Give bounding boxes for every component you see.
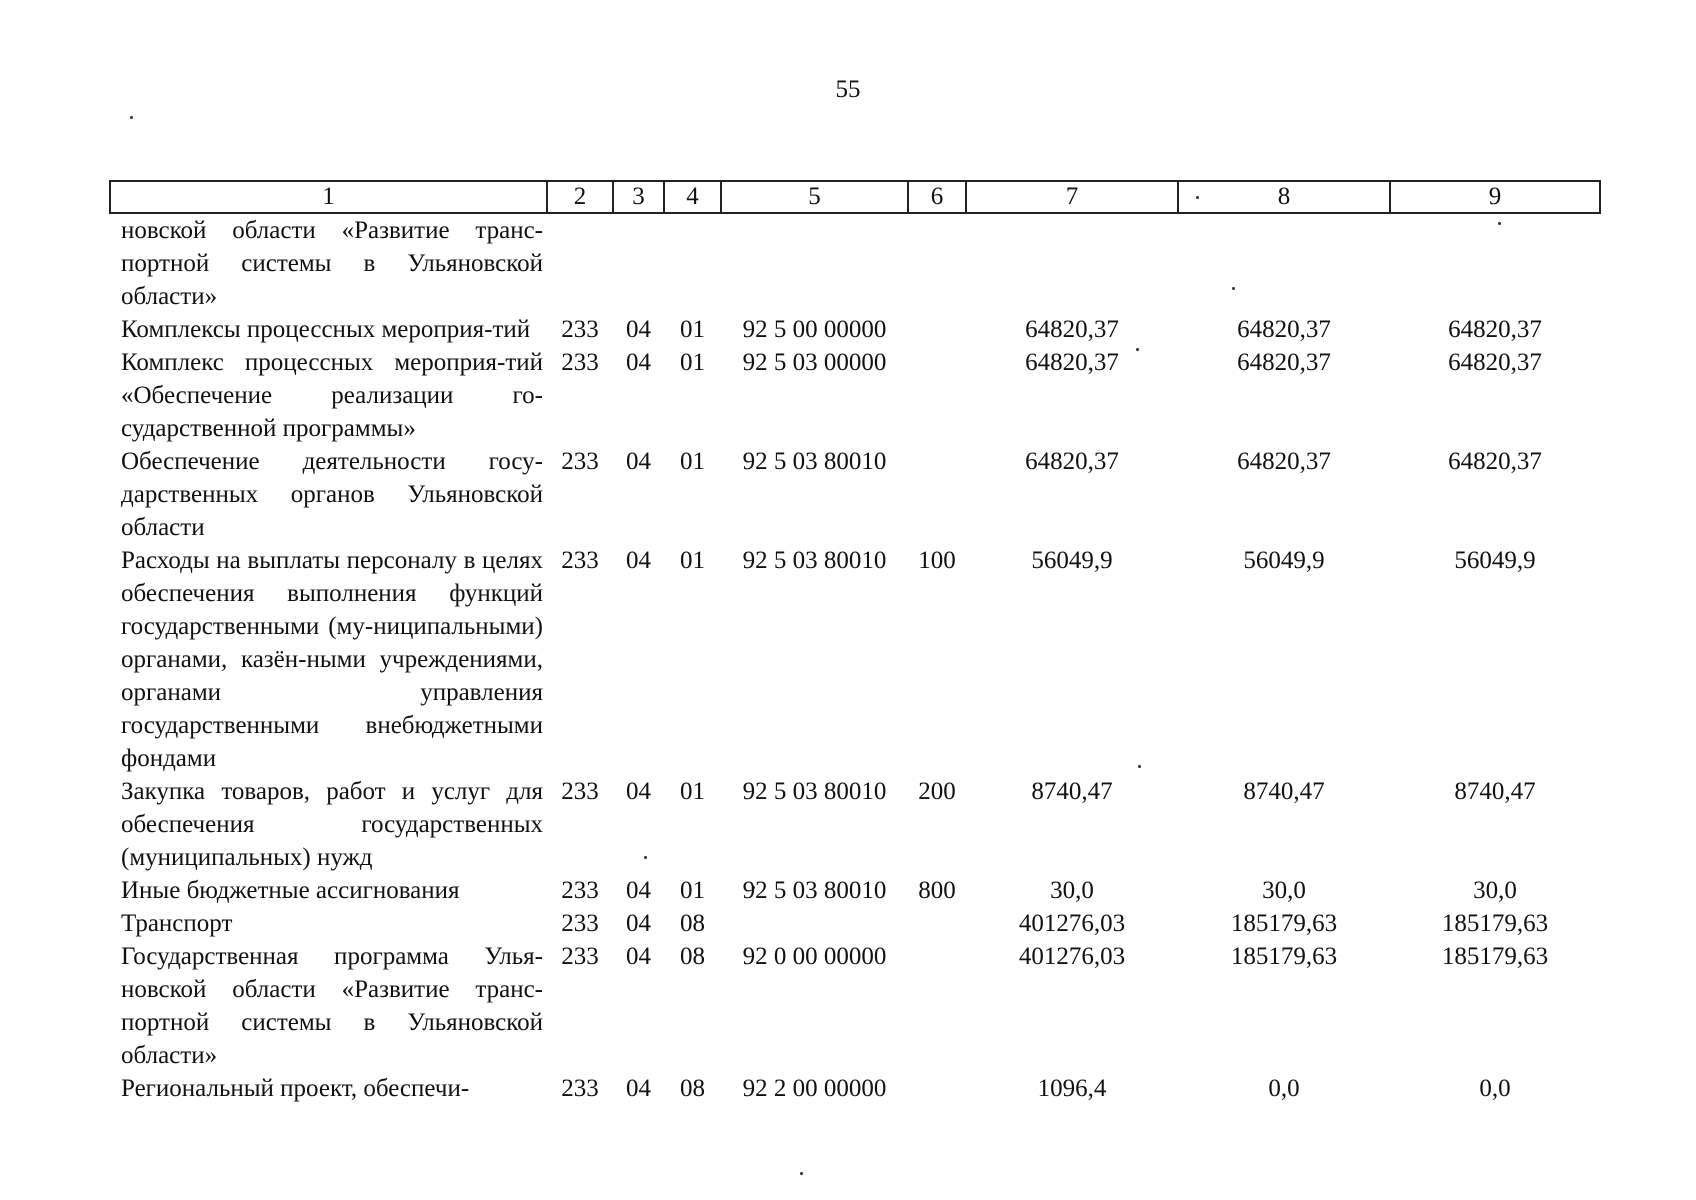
cell-amount: 0,0 [1268,1075,1300,1102]
table-row [110,775,1600,874]
cell-expense-type: 800 [918,877,956,904]
cell-ministry-code: 233 [561,910,599,937]
table-row [110,445,1600,544]
cell-subsection-code: 01 [680,349,705,376]
cell-section-code: 04 [626,877,651,904]
cell-amount [1390,213,1600,313]
cell-expense-type: 100 [918,547,956,574]
cell-amount: 30,0 [1050,877,1094,904]
cell-amount: 8740,47 [1454,778,1536,805]
cell-amount: 185179,63 [1441,910,1549,937]
cell-subsection-code: 01 [680,448,705,475]
cell-ministry-code: 233 [561,1075,599,1102]
cell-amount: 0,0 [1479,1075,1511,1102]
column-header: 3 [613,181,664,213]
cell-expense-type [908,313,966,346]
cell-ministry-code: 233 [561,547,599,574]
cell-section-code: 04 [626,778,651,805]
cell-amount: 30,0 [1262,877,1306,904]
cell-amount: 56049,9 [1031,547,1113,574]
cell-expense-type: 200 [918,778,956,805]
table-header [110,181,1600,213]
cell-amount: 401276,03 [1018,910,1126,937]
table-row [110,940,1600,1072]
cell-section-code: 04 [626,349,651,376]
cell-subsection-code: 08 [680,943,705,970]
cell-amount: 185179,63 [1441,943,1549,970]
cell-ministry-code: 233 [561,349,599,376]
cell-expense-type [908,907,966,940]
cell-amount: 64820,37 [1025,316,1119,343]
cell-target-article: 92 5 03 80010 [742,778,887,805]
cell-subsection-code: 01 [680,778,705,805]
table-row [110,1072,1600,1105]
cell-subsection-code: 08 [680,1075,705,1102]
budget-table [109,180,1601,1105]
cell-expense-type [908,213,966,313]
cell-target-article: 92 5 03 80010 [742,877,887,904]
cell-amount: 56049,9 [1454,547,1536,574]
column-header: 1 [110,181,547,213]
header-row [110,181,1600,213]
cell-expense-type [908,445,966,544]
cell-amount: 8740,47 [1243,778,1325,805]
cell-target-article: 92 2 00 00000 [742,1075,887,1102]
row-description: Иные бюджетные ассигнования [121,877,460,904]
cell-target-article: 92 5 00 00000 [742,316,887,343]
row-description: Расходы на выплаты персоналу в целях обеспечения выполнения функций государственными (му-ниципальными) органами, казён-ными учреждениями, органами управления государственными внебюджетными фондами [121,547,543,772]
cell-amount: 64820,37 [1237,349,1331,376]
cell-target-article: 92 5 03 80010 [742,448,887,475]
cell-amount [966,213,1178,313]
table-body [110,213,1600,1105]
cell-expense-type [908,1072,966,1105]
cell-amount: 64820,37 [1025,448,1119,475]
column-header: 7 [966,181,1178,213]
cell-subsection-code: 01 [680,316,705,343]
cell-section-code: 04 [626,316,651,343]
cell-target-article: 92 5 03 80010 [742,547,887,574]
row-description: Обеспечение деятельности госу-дарственных органов Ульяновской области [121,448,543,541]
column-header: 2 [547,181,613,213]
column-header: 6 [908,181,966,213]
row-description: Закупка товаров, работ и услуг для обеспечения государственных (муниципальных) нужд [121,778,543,871]
cell-amount: 30,0 [1473,877,1517,904]
cell-ministry-code: 233 [561,943,599,970]
cell-target-article [721,907,908,940]
cell-target-article: 92 0 00 00000 [742,943,887,970]
cell-amount: 401276,03 [1018,943,1126,970]
cell-ministry-code [547,213,613,313]
cell-target-article: 92 5 03 00000 [742,349,887,376]
row-description: Комплексы процессных мероприя-тий [121,316,531,343]
cell-amount: 185179,63 [1230,910,1338,937]
cell-amount: 64820,37 [1448,448,1542,475]
table-row [110,907,1600,940]
cell-amount: 64820,37 [1448,316,1542,343]
cell-amount: 64820,37 [1237,448,1331,475]
page-number: 55 [835,76,861,103]
column-header: 8 [1178,181,1390,213]
column-header: 9 [1390,181,1600,213]
row-description: Комплекс процессных мероприя-тий «Обеспечение реализации го-сударственной программы» [121,349,543,442]
cell-subsection-code: 01 [680,547,705,574]
cell-subsection-code: 01 [680,877,705,904]
cell-section-code: 04 [626,448,651,475]
cell-amount: 56049,9 [1243,547,1325,574]
cell-subsection-code: 08 [680,910,705,937]
cell-amount: 185179,63 [1230,943,1338,970]
cell-ministry-code: 233 [561,316,599,343]
cell-target-article [721,213,908,313]
cell-expense-type [908,940,966,1072]
cell-expense-type [908,346,966,445]
cell-section-code: 04 [626,910,651,937]
cell-section-code [613,213,664,313]
table-row [110,213,1600,313]
scan-speck [130,116,133,119]
cell-ministry-code: 233 [561,778,599,805]
scan-speck [800,1172,803,1175]
column-header: 5 [721,181,908,213]
row-description: новской области «Развитие транс-портной системы в Ульяновской области» [121,217,543,310]
table-row [110,544,1600,775]
cell-amount: 8740,47 [1031,778,1113,805]
column-header: 4 [664,181,721,213]
cell-ministry-code: 233 [561,877,599,904]
cell-section-code: 04 [626,547,651,574]
cell-amount: 64820,37 [1448,349,1542,376]
table-row [110,313,1600,346]
cell-amount: 64820,37 [1237,316,1331,343]
cell-section-code: 04 [626,943,651,970]
cell-amount: 64820,37 [1025,349,1119,376]
table-row [110,346,1600,445]
cell-section-code: 04 [626,1075,651,1102]
cell-ministry-code: 233 [561,448,599,475]
cell-amount: 1096,4 [1037,1075,1107,1102]
cell-amount [1178,213,1390,313]
table-row [110,874,1600,907]
row-description: Транспорт [121,910,233,937]
cell-subsection-code [664,213,721,313]
row-description: Региональный проект, обеспечи- [121,1075,470,1102]
row-description: Государственная программа Улья-новской области «Развитие транс-портной системы в Ульяновской области» [121,943,543,1069]
